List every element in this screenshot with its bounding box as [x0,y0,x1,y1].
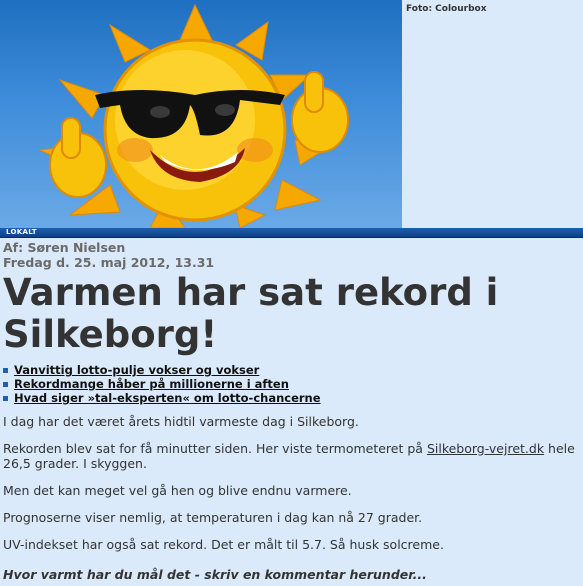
square-bullet-icon [3,382,8,387]
related-link-item [3,391,321,405]
hero-area [0,0,583,228]
paragraph-text: Rekorden blev sat for få minutter siden. Her viste termometeret på [3,441,427,456]
paragraph: I dag har det været årets hidtil varmeste dag i Silkeborg. [3,414,359,429]
author: Af: Søren Nielsen [3,240,126,255]
section-bar [0,228,583,238]
sun-with-sunglasses-icon [0,0,402,228]
section-label[interactable]: LOKALT [6,228,37,236]
paragraph: Men det kan meget vel gå hen og blive endnu varmere. [3,483,352,498]
page-title: Varmen har sat rekord i Silkeborg! [3,271,499,356]
paragraph-text: hele 26,5 grader. I skyggen. [3,441,575,471]
publish-date: Fredag d. 25. maj 2012, 13.31 [3,255,215,270]
paragraph: Prognoserne viser nemlig, at temperaturen i dag kan nå 27 grader. [3,510,423,525]
paragraph: UV-indekset har også sat rekord. Det er målt til 5.7. Så husk solcreme. [3,537,444,552]
weather-site-link[interactable]: Silkeborg-vejret.dk [426,441,545,456]
related-link[interactable]: Vanvittig lotto-pulje vokser og vokser [14,363,260,377]
square-bullet-icon [3,368,8,373]
article-photo [0,0,402,228]
related-link-item [3,363,321,377]
photo-credit: Foto: Colourbox [406,4,487,14]
article-body [3,414,581,564]
byline [3,240,214,270]
related-links [3,363,321,405]
related-link[interactable]: Rekordmange håber på millionerne i aften [14,377,289,391]
comment-prompt: Hvor varmt har du mål det - skriv en kommentar herunder... [3,567,427,582]
related-link[interactable]: Hvad siger »tal-eksperten« om lotto-chancerne [14,391,321,405]
square-bullet-icon [3,396,8,401]
related-link-item [3,377,321,391]
paragraph [3,441,581,471]
